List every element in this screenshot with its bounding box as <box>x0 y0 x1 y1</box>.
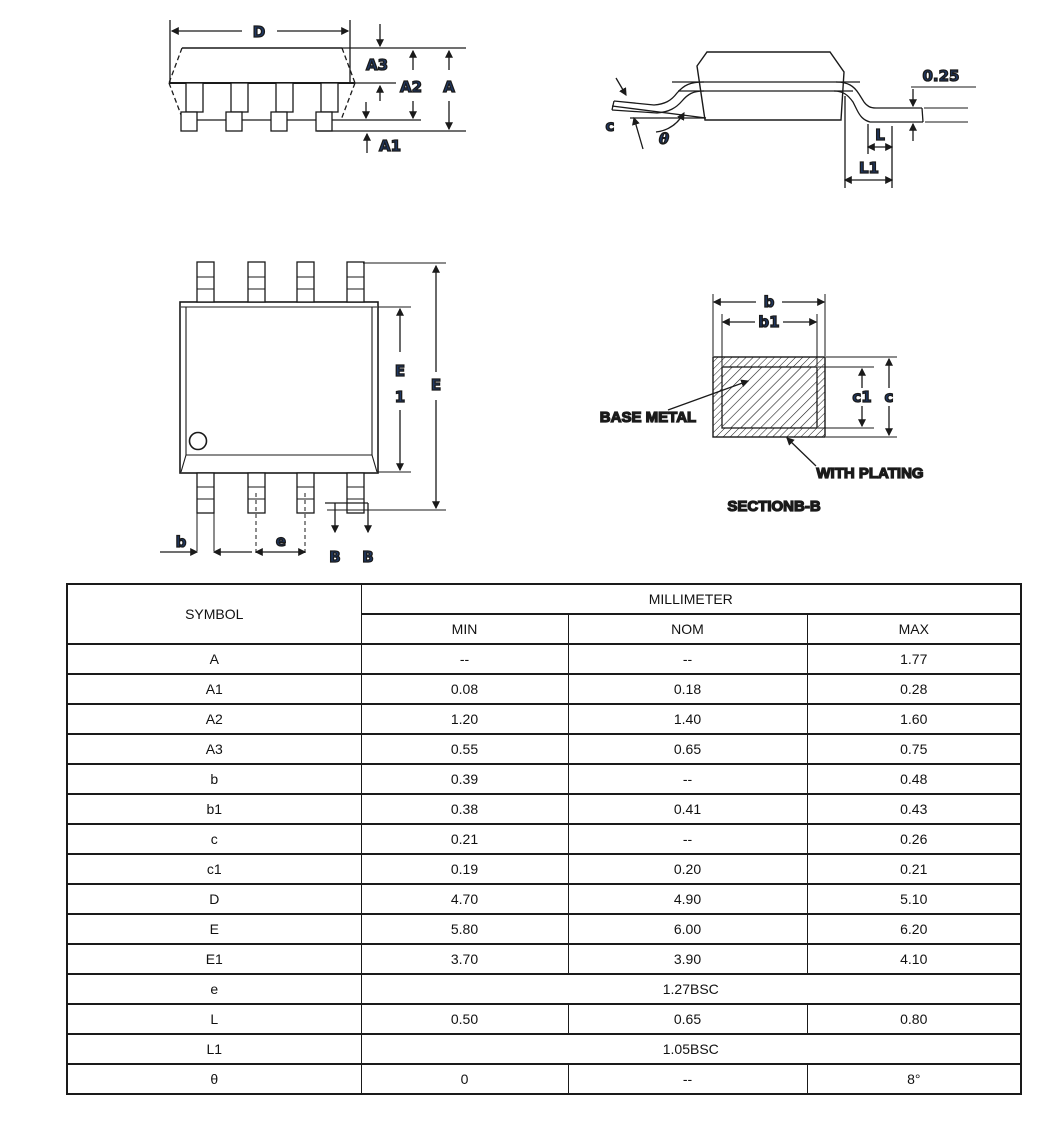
dim-label-E1-digit: 1 <box>394 388 406 406</box>
side-view-leads <box>181 83 338 131</box>
package-body-profile <box>697 52 844 120</box>
table-row: A -- -- 1.77 <box>67 644 1021 674</box>
dim-label-theta: θ <box>658 130 670 148</box>
dim-label-L: L <box>875 126 885 144</box>
dim-label-A1: A1 <box>378 137 402 155</box>
table-row: A2 1.20 1.40 1.60 <box>67 704 1021 734</box>
dim-label-D: D <box>252 23 266 41</box>
table-row: c 0.21 -- 0.26 <box>67 824 1021 854</box>
dim-label-L1: L1 <box>859 159 879 177</box>
table-row: E 5.80 6.00 6.20 <box>67 914 1021 944</box>
table-row: e 1.27BSC <box>67 974 1021 1004</box>
dim-label-e-pitch: e <box>275 532 287 550</box>
dim-label-A2: A2 <box>399 78 423 96</box>
dim-label-E1-letter: E <box>394 362 406 380</box>
package-body-top-view <box>180 302 378 473</box>
dim-label-c-section: c <box>884 388 894 406</box>
dimension-table <box>66 583 1022 1095</box>
dim-label-b-section: b <box>763 293 775 311</box>
with-plating-label: WITH PLATING <box>816 465 924 482</box>
pin1-indicator <box>190 433 207 450</box>
table-row: A1 0.08 0.18 0.28 <box>67 674 1021 704</box>
base-metal-label: BASE METAL <box>599 409 697 426</box>
drawing-side-view <box>169 20 466 155</box>
lead-base-metal-region <box>722 367 817 428</box>
dim-label-b-top-view: b <box>175 533 187 551</box>
section-arrow-label-B-left: B <box>329 548 341 566</box>
dim-label-c-lead: c <box>605 117 615 135</box>
col-header-symbol: SYMBOL <box>67 584 361 644</box>
dim-label-b1: b1 <box>758 313 780 331</box>
top-view-pins-bottom <box>197 473 364 513</box>
table-row: b 0.39 -- 0.48 <box>67 764 1021 794</box>
table-row: b1 0.38 0.41 0.43 <box>67 794 1021 824</box>
dim-label-A: A <box>443 78 455 96</box>
dim-label-A3: A3 <box>365 56 389 74</box>
table-header-row <box>67 584 1021 614</box>
dim-label-c1: c1 <box>852 388 872 406</box>
drawing-lead-profile <box>606 52 976 188</box>
col-header-max: MAX <box>807 614 1021 644</box>
drawing-section-bb <box>600 293 924 515</box>
table-row: L 0.50 0.65 0.80 <box>67 1004 1021 1034</box>
table-row: D 4.70 4.90 5.10 <box>67 884 1021 914</box>
dim-label-E: E <box>430 376 442 394</box>
dim-label-gauge-025: 0.25 <box>922 67 960 85</box>
table-row: c1 0.19 0.20 0.21 <box>67 854 1021 884</box>
table-row: θ 0 -- 8° <box>67 1064 1021 1094</box>
top-view-pins-top <box>197 262 364 302</box>
table-row: E1 3.70 3.90 4.10 <box>67 944 1021 974</box>
table-row: A3 0.55 0.65 0.75 <box>67 734 1021 764</box>
drawing-top-view <box>160 262 446 566</box>
col-header-min: MIN <box>361 614 568 644</box>
col-header-millimeter: MILLIMETER <box>361 584 1021 614</box>
table-row: L1 1.05BSC <box>67 1034 1021 1064</box>
col-header-nom: NOM <box>568 614 807 644</box>
section-arrow-label-B-right: B <box>362 548 374 566</box>
section-bb-caption: SECTIONB-B <box>727 498 821 515</box>
